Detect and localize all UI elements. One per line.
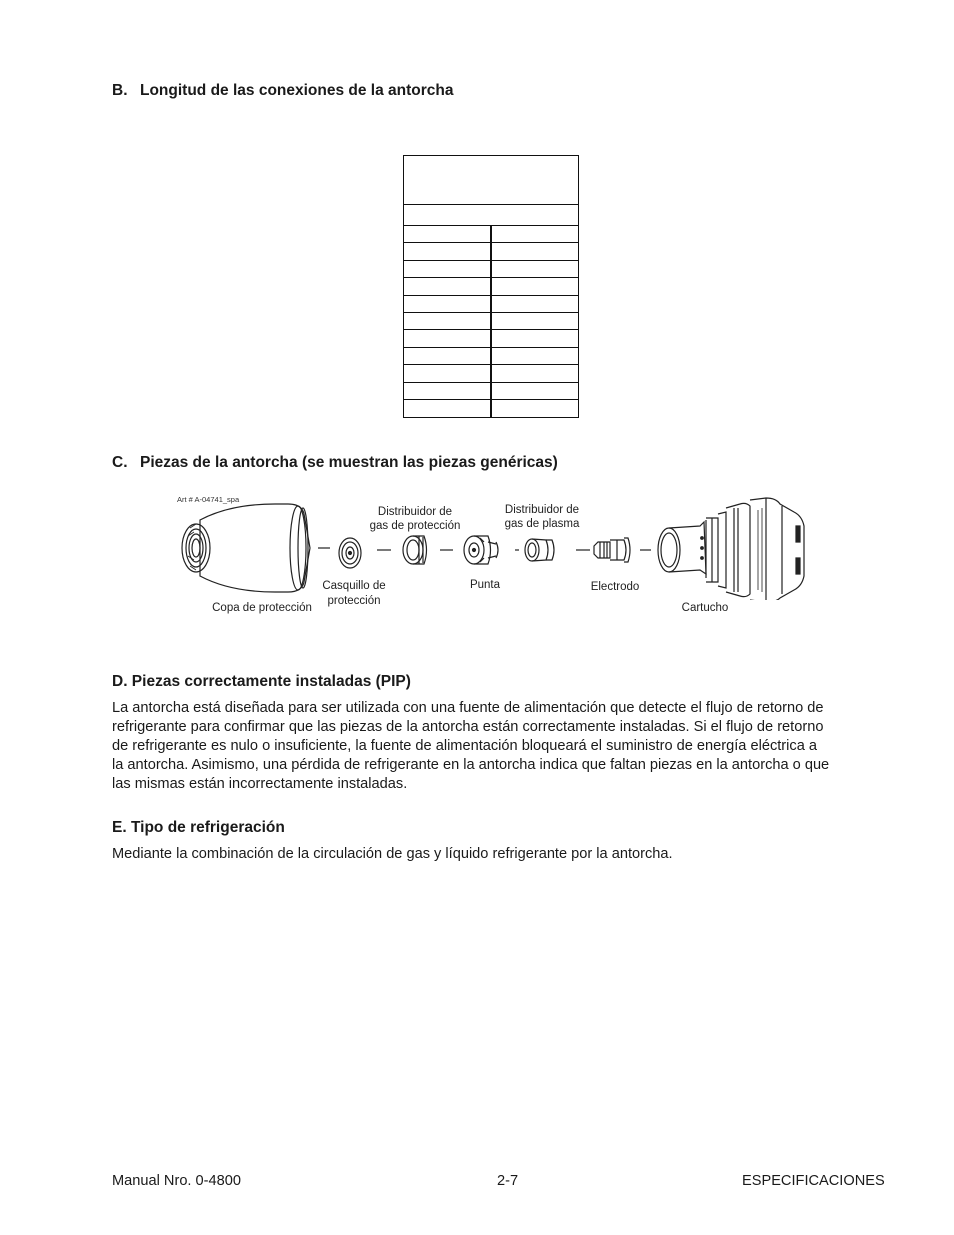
- section-b-heading: [112, 82, 454, 100]
- table-cell: [404, 400, 492, 417]
- section-b-title: Longitud de las conexiones de la antorcha: [140, 82, 454, 99]
- label-cartucho: Cartucho: [681, 602, 729, 614]
- table-row: [404, 243, 578, 260]
- table-cell: [492, 226, 578, 242]
- label-copa: Copa de protección: [212, 602, 312, 614]
- shield-cap-drawing: [339, 538, 361, 568]
- footer-page-number: 2-7: [497, 1173, 519, 1189]
- table-cell: [404, 278, 492, 294]
- section-d-body: [112, 699, 912, 794]
- table-row: [404, 330, 578, 347]
- table-cell: [492, 330, 578, 346]
- table-subheader-row: [404, 205, 578, 226]
- shield-cup-drawing: [182, 504, 310, 592]
- table-cell: [404, 296, 492, 312]
- table-row: [404, 348, 578, 365]
- label-casquillo-2: protección: [327, 595, 381, 607]
- label-punta: Punta: [469, 579, 501, 591]
- electrode-drawing: [594, 538, 630, 562]
- table-cell: [492, 296, 578, 312]
- body-line: de refrigerante es nulo o insuficiente, la fuente de alimentación bloqueará el suministro de energía eléctrica a: [112, 738, 817, 754]
- table-row: [404, 226, 578, 243]
- section-c-heading: [112, 454, 558, 472]
- table-row: [404, 365, 578, 382]
- table-row: [404, 296, 578, 313]
- table-row: [404, 313, 578, 330]
- section-c-letter: C.: [112, 454, 128, 471]
- section-c-title: Piezas de la antorcha (se muestran las piezas genéricas): [140, 454, 558, 471]
- table-row: [404, 261, 578, 278]
- plasma-gas-distributor-drawing: [525, 539, 554, 561]
- table-cell: [492, 243, 578, 259]
- table-cell: [404, 348, 492, 364]
- table-cell: [492, 278, 578, 294]
- footer-manual-number: Manual Nro. 0-4800: [112, 1173, 241, 1189]
- table-cell: [492, 383, 578, 399]
- section-e-heading: E. Tipo de refrigeración: [112, 819, 285, 836]
- table-row: [404, 383, 578, 400]
- table-cell: [404, 313, 492, 329]
- body-line: La antorcha está diseñada para ser utilizada con una fuente de alimentación que detecte el flujo de retorno de: [112, 700, 824, 716]
- label-casquillo-1: Casquillo de: [322, 580, 386, 592]
- label-dist-plasma-1: Distribuidor de: [504, 504, 580, 516]
- connection-length-table: [403, 155, 579, 418]
- section-e-body: Mediante la combinación de la circulación de gas y líquido refrigerante por la antorcha.: [112, 846, 673, 862]
- table-cell: [492, 400, 578, 417]
- table-row: [404, 400, 578, 417]
- table-cell: [404, 243, 492, 259]
- label-dist-plasma-2: gas de plasma: [504, 518, 580, 530]
- table-cell: [492, 365, 578, 381]
- label-electrodo: Electrodo: [590, 581, 640, 593]
- table-cell: [404, 330, 492, 346]
- section-d-heading: D. Piezas correctamente instaladas (PIP): [112, 673, 411, 690]
- table-cell: [492, 348, 578, 364]
- label-dist-gas-2: gas de protección: [369, 520, 461, 532]
- cartridge-drawing: [658, 498, 804, 600]
- table-header-row: [404, 156, 578, 205]
- table-cell: [404, 226, 492, 242]
- tip-drawing: [464, 536, 498, 564]
- shield-gas-distributor-drawing: [403, 536, 427, 564]
- table-cell: [492, 261, 578, 277]
- footer-section-name: ESPECIFICACIONES: [742, 1173, 885, 1189]
- table-cell: [404, 383, 492, 399]
- label-dist-gas-1: Distribuidor de: [377, 506, 453, 518]
- table-row: [404, 278, 578, 295]
- table-cell: [404, 365, 492, 381]
- body-line: refrigerante para confirmar que las piezas de la antorcha están correctamente instaladas. Si el flujo de retorno: [112, 719, 824, 735]
- section-b-letter: B.: [112, 82, 128, 99]
- art-number: Art # A-04741_spa: [177, 495, 240, 504]
- body-line: las mismas están incorrectamente instaladas.: [112, 776, 408, 792]
- table-cell: [492, 313, 578, 329]
- table-cell: [404, 261, 492, 277]
- body-line: la antorcha. Asimismo, una pérdida de refrigerante en la antorcha indica que faltan piezas en la antorcha o que: [112, 757, 830, 773]
